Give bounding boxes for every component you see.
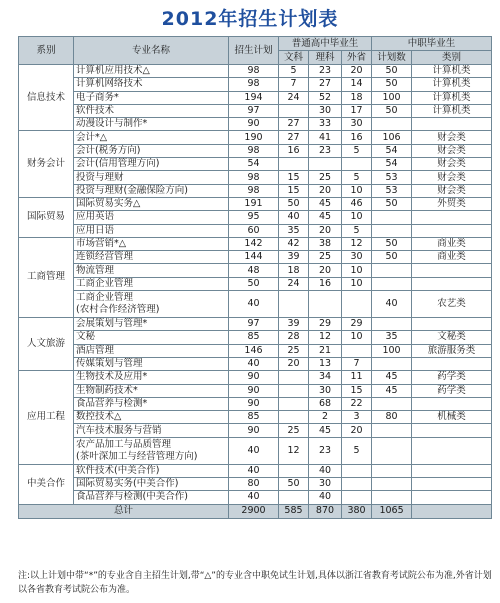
table-row bbox=[19, 91, 492, 104]
like-cell bbox=[309, 158, 342, 171]
waisheng-cell: 12 bbox=[342, 237, 372, 250]
plan-cell: 98 bbox=[229, 184, 279, 197]
vs-category-cell: 药学类 bbox=[412, 371, 492, 384]
like-cell: 41 bbox=[309, 131, 342, 144]
wenke-cell: 24 bbox=[279, 91, 309, 104]
vs-category-cell: 计算机类 bbox=[412, 78, 492, 91]
wenke-cell: 18 bbox=[279, 264, 309, 277]
table-row bbox=[19, 197, 492, 210]
plan-cell: 98 bbox=[229, 171, 279, 184]
wenke-cell: 50 bbox=[279, 478, 309, 491]
vs-plan-cell: 45 bbox=[372, 384, 412, 397]
vs-category-cell: 财会类 bbox=[412, 158, 492, 171]
major-name-cell: 工商企业管理 (农村合作经济管理) bbox=[74, 291, 229, 318]
table-row bbox=[19, 437, 492, 464]
like-cell: 20 bbox=[309, 264, 342, 277]
plan-cell: 97 bbox=[229, 318, 279, 331]
wenke-cell: 7 bbox=[279, 78, 309, 91]
table-row bbox=[19, 344, 492, 357]
major-name-cell: 计算机网络技术 bbox=[74, 78, 229, 91]
vs-plan-cell: 54 bbox=[372, 158, 412, 171]
plan-cell: 40 bbox=[229, 464, 279, 477]
plan-cell: 142 bbox=[229, 237, 279, 250]
wenke-cell bbox=[279, 464, 309, 477]
vs-plan-cell: 106 bbox=[372, 131, 412, 144]
table-row bbox=[19, 464, 492, 477]
vs-plan-cell bbox=[372, 491, 412, 504]
major-name-cell: 农产品加工与品质管理 (茶叶深加工与经营管理方向) bbox=[74, 437, 229, 464]
plan-cell: 85 bbox=[229, 331, 279, 344]
table-row bbox=[19, 251, 492, 264]
plan-cell: 98 bbox=[229, 65, 279, 78]
like-cell: 27 bbox=[309, 78, 342, 91]
plan-cell: 146 bbox=[229, 344, 279, 357]
header-waisheng: 外省 bbox=[342, 51, 372, 65]
vs-plan-cell: 53 bbox=[372, 171, 412, 184]
table-row bbox=[19, 291, 492, 318]
plan-cell: 40 bbox=[229, 357, 279, 370]
vs-category-cell: 计算机类 bbox=[412, 65, 492, 78]
vs-plan-cell bbox=[372, 277, 412, 290]
vs-plan-cell: 50 bbox=[372, 251, 412, 264]
waisheng-cell: 16 bbox=[342, 131, 372, 144]
vs-category-cell: 商业类 bbox=[412, 251, 492, 264]
vs-category-cell: 计算机类 bbox=[412, 104, 492, 117]
header-system: 系别 bbox=[19, 37, 74, 65]
major-name-cell: 数控技术△ bbox=[74, 411, 229, 424]
table-row bbox=[19, 158, 492, 171]
table-row bbox=[19, 371, 492, 384]
major-name-cell: 计算机应用技术△ bbox=[74, 65, 229, 78]
wenke-cell bbox=[279, 104, 309, 117]
waisheng-cell bbox=[342, 478, 372, 491]
total-like: 870 bbox=[309, 504, 342, 518]
vs-category-cell: 文秘类 bbox=[412, 331, 492, 344]
vs-category-cell bbox=[412, 491, 492, 504]
plan-cell: 60 bbox=[229, 224, 279, 237]
waisheng-cell: 3 bbox=[342, 411, 372, 424]
table-row bbox=[19, 357, 492, 370]
like-cell: 29 bbox=[309, 318, 342, 331]
vs-category-cell: 机械类 bbox=[412, 411, 492, 424]
table-row bbox=[19, 211, 492, 224]
table-row bbox=[19, 478, 492, 491]
vs-plan-cell: 53 bbox=[372, 184, 412, 197]
vs-category-cell: 财会类 bbox=[412, 144, 492, 157]
table-row bbox=[19, 264, 492, 277]
major-name-cell: 会计(税务方向) bbox=[74, 144, 229, 157]
waisheng-cell bbox=[342, 158, 372, 171]
header-like: 理科 bbox=[309, 51, 342, 65]
wenke-cell: 27 bbox=[279, 131, 309, 144]
wenke-cell: 15 bbox=[279, 184, 309, 197]
table-row bbox=[19, 144, 492, 157]
vs-plan-cell: 50 bbox=[372, 78, 412, 91]
vs-plan-cell bbox=[372, 424, 412, 437]
vs-category-cell bbox=[412, 264, 492, 277]
system-cell: 财务会计 bbox=[19, 131, 74, 197]
header-plan: 招生计划 bbox=[229, 37, 279, 65]
like-cell: 33 bbox=[309, 118, 342, 131]
waisheng-cell bbox=[342, 344, 372, 357]
plan-cell: 54 bbox=[229, 158, 279, 171]
vs-category-cell: 财会类 bbox=[412, 171, 492, 184]
wenke-cell bbox=[279, 397, 309, 410]
plan-cell: 50 bbox=[229, 277, 279, 290]
header-hs-group: 普通高中毕业生 bbox=[279, 37, 372, 51]
vs-category-cell bbox=[412, 277, 492, 290]
vs-plan-cell: 100 bbox=[372, 344, 412, 357]
wenke-cell: 39 bbox=[279, 318, 309, 331]
wenke-cell: 24 bbox=[279, 277, 309, 290]
vs-category-cell: 药学类 bbox=[412, 384, 492, 397]
plan-cell: 48 bbox=[229, 264, 279, 277]
vs-plan-cell bbox=[372, 478, 412, 491]
major-name-cell: 应用日语 bbox=[74, 224, 229, 237]
major-name-cell: 传媒策划与管理 bbox=[74, 357, 229, 370]
vs-plan-cell bbox=[372, 118, 412, 131]
like-cell: 25 bbox=[309, 171, 342, 184]
wenke-cell: 20 bbox=[279, 357, 309, 370]
vs-category-cell: 计算机类 bbox=[412, 91, 492, 104]
wenke-cell: 25 bbox=[279, 344, 309, 357]
vs-category-cell: 农艺类 bbox=[412, 291, 492, 318]
like-cell: 16 bbox=[309, 277, 342, 290]
vs-plan-cell: 40 bbox=[372, 291, 412, 318]
vs-category-cell bbox=[412, 211, 492, 224]
waisheng-cell: 11 bbox=[342, 371, 372, 384]
vs-category-cell bbox=[412, 478, 492, 491]
waisheng-cell: 10 bbox=[342, 277, 372, 290]
plan-cell: 98 bbox=[229, 144, 279, 157]
waisheng-cell: 5 bbox=[342, 171, 372, 184]
major-name-cell: 会计(信用管理方向) bbox=[74, 158, 229, 171]
vs-plan-cell bbox=[372, 437, 412, 464]
plan-cell: 191 bbox=[229, 197, 279, 210]
vs-plan-cell: 50 bbox=[372, 104, 412, 117]
like-cell: 40 bbox=[309, 491, 342, 504]
table-row bbox=[19, 384, 492, 397]
wenke-cell bbox=[279, 158, 309, 171]
plan-cell: 40 bbox=[229, 437, 279, 464]
like-cell: 38 bbox=[309, 237, 342, 250]
table-row bbox=[19, 118, 492, 131]
table-row bbox=[19, 491, 492, 504]
waisheng-cell: 46 bbox=[342, 197, 372, 210]
wenke-cell: 15 bbox=[279, 171, 309, 184]
total-wenke: 585 bbox=[279, 504, 309, 518]
footnote: 注:以上计划中带“*”的专业含自主招生计划,带“△”的专业含中职免试生计划,具体以浙江省教育考试院公布为准,外省计划以各省教育考试院公布为准。 bbox=[18, 571, 492, 595]
system-cell: 信息技术 bbox=[19, 65, 74, 131]
wenke-cell: 40 bbox=[279, 211, 309, 224]
wenke-cell: 25 bbox=[279, 424, 309, 437]
vs-category-cell: 商业类 bbox=[412, 237, 492, 250]
vs-category-cell bbox=[412, 397, 492, 410]
header-wenke: 文科 bbox=[279, 51, 309, 65]
like-cell: 20 bbox=[309, 224, 342, 237]
waisheng-cell bbox=[342, 491, 372, 504]
waisheng-cell: 30 bbox=[342, 118, 372, 131]
plan-cell: 144 bbox=[229, 251, 279, 264]
like-cell: 34 bbox=[309, 371, 342, 384]
major-name-cell: 连锁经营管理 bbox=[74, 251, 229, 264]
plan-cell: 90 bbox=[229, 371, 279, 384]
like-cell: 23 bbox=[309, 144, 342, 157]
vs-plan-cell: 100 bbox=[372, 91, 412, 104]
vs-category-cell bbox=[412, 424, 492, 437]
table-row bbox=[19, 78, 492, 91]
header-vs-group: 中职毕业生 bbox=[372, 37, 492, 51]
vs-category-cell bbox=[412, 464, 492, 477]
total-vs-plan: 1065 bbox=[372, 504, 412, 518]
major-name-cell: 会展策划与管理* bbox=[74, 318, 229, 331]
major-name-cell: 会计*△ bbox=[74, 131, 229, 144]
waisheng-cell: 10 bbox=[342, 184, 372, 197]
table-row bbox=[19, 397, 492, 410]
like-cell: 12 bbox=[309, 331, 342, 344]
wenke-cell: 5 bbox=[279, 65, 309, 78]
plan-cell: 85 bbox=[229, 411, 279, 424]
wenke-cell bbox=[279, 411, 309, 424]
plan-cell: 95 bbox=[229, 211, 279, 224]
table-row bbox=[19, 184, 492, 197]
waisheng-cell: 10 bbox=[342, 264, 372, 277]
major-name-cell: 电子商务* bbox=[74, 91, 229, 104]
page-title: 2012年招生计划表 bbox=[161, 8, 339, 30]
like-cell: 23 bbox=[309, 65, 342, 78]
vs-plan-cell bbox=[372, 264, 412, 277]
system-cell: 人文旅游 bbox=[19, 318, 74, 371]
vs-category-cell: 财会类 bbox=[412, 131, 492, 144]
vs-plan-cell bbox=[372, 318, 412, 331]
waisheng-cell: 20 bbox=[342, 424, 372, 437]
total-waisheng: 380 bbox=[342, 504, 372, 518]
vs-category-cell: 外贸类 bbox=[412, 197, 492, 210]
vs-plan-cell: 54 bbox=[372, 144, 412, 157]
wenke-cell: 27 bbox=[279, 118, 309, 131]
plan-cell: 90 bbox=[229, 397, 279, 410]
waisheng-cell: 10 bbox=[342, 331, 372, 344]
like-cell: 21 bbox=[309, 344, 342, 357]
like-cell: 45 bbox=[309, 197, 342, 210]
major-name-cell: 应用英语 bbox=[74, 211, 229, 224]
vs-plan-cell bbox=[372, 224, 412, 237]
wenke-cell bbox=[279, 384, 309, 397]
vs-plan-cell: 50 bbox=[372, 237, 412, 250]
table-row bbox=[19, 131, 492, 144]
major-name-cell: 市场营销*△ bbox=[74, 237, 229, 250]
major-name-cell: 动漫设计与制作* bbox=[74, 118, 229, 131]
table-row bbox=[19, 331, 492, 344]
vs-category-cell bbox=[412, 224, 492, 237]
plan-cell: 80 bbox=[229, 478, 279, 491]
waisheng-cell bbox=[342, 464, 372, 477]
like-cell: 25 bbox=[309, 251, 342, 264]
like-cell: 45 bbox=[309, 424, 342, 437]
vs-plan-cell bbox=[372, 397, 412, 410]
like-cell: 20 bbox=[309, 184, 342, 197]
waisheng-cell: 7 bbox=[342, 357, 372, 370]
total-row bbox=[19, 504, 492, 518]
major-name-cell: 文秘 bbox=[74, 331, 229, 344]
vs-category-cell bbox=[412, 318, 492, 331]
vs-plan-cell: 35 bbox=[372, 331, 412, 344]
plan-cell: 40 bbox=[229, 291, 279, 318]
major-name-cell: 国际贸易实务△ bbox=[74, 197, 229, 210]
vs-plan-cell: 50 bbox=[372, 197, 412, 210]
header-vs-category: 类别 bbox=[412, 51, 492, 65]
like-cell: 52 bbox=[309, 91, 342, 104]
vs-plan-cell bbox=[372, 357, 412, 370]
vs-plan-cell: 50 bbox=[372, 65, 412, 78]
enrollment-plan-table bbox=[18, 36, 492, 519]
vs-plan-cell bbox=[372, 464, 412, 477]
major-name-cell: 软件技术 bbox=[74, 104, 229, 117]
plan-cell: 194 bbox=[229, 91, 279, 104]
like-cell: 45 bbox=[309, 211, 342, 224]
like-cell bbox=[309, 291, 342, 318]
table-row bbox=[19, 171, 492, 184]
wenke-cell bbox=[279, 291, 309, 318]
wenke-cell: 12 bbox=[279, 437, 309, 464]
vs-category-cell: 财会类 bbox=[412, 184, 492, 197]
plan-cell: 90 bbox=[229, 424, 279, 437]
vs-category-cell bbox=[412, 357, 492, 370]
vs-category-cell bbox=[412, 118, 492, 131]
waisheng-cell: 20 bbox=[342, 65, 372, 78]
vs-plan-cell bbox=[372, 211, 412, 224]
major-name-cell: 物流管理 bbox=[74, 264, 229, 277]
table-row bbox=[19, 65, 492, 78]
plan-cell: 98 bbox=[229, 78, 279, 91]
total-plan: 2900 bbox=[229, 504, 279, 518]
system-cell: 工商管理 bbox=[19, 237, 74, 317]
plan-cell: 40 bbox=[229, 491, 279, 504]
vs-plan-cell: 80 bbox=[372, 411, 412, 424]
plan-cell: 190 bbox=[229, 131, 279, 144]
like-cell: 30 bbox=[309, 104, 342, 117]
wenke-cell: 39 bbox=[279, 251, 309, 264]
waisheng-cell: 5 bbox=[342, 224, 372, 237]
waisheng-cell: 14 bbox=[342, 78, 372, 91]
system-cell: 应用工程 bbox=[19, 371, 74, 464]
waisheng-cell: 29 bbox=[342, 318, 372, 331]
plan-cell: 97 bbox=[229, 104, 279, 117]
waisheng-cell bbox=[342, 291, 372, 318]
wenke-cell bbox=[279, 491, 309, 504]
table-body bbox=[19, 65, 492, 505]
system-cell: 国际贸易 bbox=[19, 197, 74, 237]
major-name-cell: 生物技术及应用* bbox=[74, 371, 229, 384]
waisheng-cell: 30 bbox=[342, 251, 372, 264]
vs-category-cell: 旅游服务类 bbox=[412, 344, 492, 357]
table-row bbox=[19, 411, 492, 424]
plan-cell: 90 bbox=[229, 118, 279, 131]
like-cell: 68 bbox=[309, 397, 342, 410]
wenke-cell: 50 bbox=[279, 197, 309, 210]
table-row bbox=[19, 237, 492, 250]
vs-plan-cell: 45 bbox=[372, 371, 412, 384]
major-name-cell: 国际贸易实务(中美合作) bbox=[74, 478, 229, 491]
major-name-cell: 投资与理财 bbox=[74, 171, 229, 184]
header-vs-plan: 计划数 bbox=[372, 51, 412, 65]
major-name-cell: 汽车技术服务与营销 bbox=[74, 424, 229, 437]
major-name-cell: 工商企业管理 bbox=[74, 277, 229, 290]
table-row bbox=[19, 224, 492, 237]
major-name-cell: 食品营养与检测(中美合作) bbox=[74, 491, 229, 504]
like-cell: 30 bbox=[309, 478, 342, 491]
wenke-cell: 42 bbox=[279, 237, 309, 250]
waisheng-cell: 18 bbox=[342, 91, 372, 104]
like-cell: 40 bbox=[309, 464, 342, 477]
waisheng-cell: 17 bbox=[342, 104, 372, 117]
total-vs-category bbox=[412, 504, 492, 518]
table-row bbox=[19, 104, 492, 117]
waisheng-cell: 5 bbox=[342, 437, 372, 464]
like-cell: 2 bbox=[309, 411, 342, 424]
waisheng-cell: 15 bbox=[342, 384, 372, 397]
waisheng-cell: 5 bbox=[342, 144, 372, 157]
vs-category-cell bbox=[412, 437, 492, 464]
major-name-cell: 投资与理财(金融保险方向) bbox=[74, 184, 229, 197]
major-name-cell: 食品营养与检测* bbox=[74, 397, 229, 410]
wenke-cell: 16 bbox=[279, 144, 309, 157]
major-name-cell: 软件技术(中美合作) bbox=[74, 464, 229, 477]
table-row bbox=[19, 318, 492, 331]
major-name-cell: 生物制药技术* bbox=[74, 384, 229, 397]
header-major: 专业名称 bbox=[74, 37, 229, 65]
waisheng-cell: 10 bbox=[342, 211, 372, 224]
total-label: 总计 bbox=[19, 504, 229, 518]
waisheng-cell: 22 bbox=[342, 397, 372, 410]
wenke-cell bbox=[279, 371, 309, 384]
wenke-cell: 35 bbox=[279, 224, 309, 237]
table-row bbox=[19, 277, 492, 290]
table-row bbox=[19, 424, 492, 437]
major-name-cell: 酒店管理 bbox=[74, 344, 229, 357]
wenke-cell: 28 bbox=[279, 331, 309, 344]
like-cell: 13 bbox=[309, 357, 342, 370]
system-cell: 中美合作 bbox=[19, 464, 74, 504]
like-cell: 30 bbox=[309, 384, 342, 397]
like-cell: 23 bbox=[309, 437, 342, 464]
plan-cell: 90 bbox=[229, 384, 279, 397]
